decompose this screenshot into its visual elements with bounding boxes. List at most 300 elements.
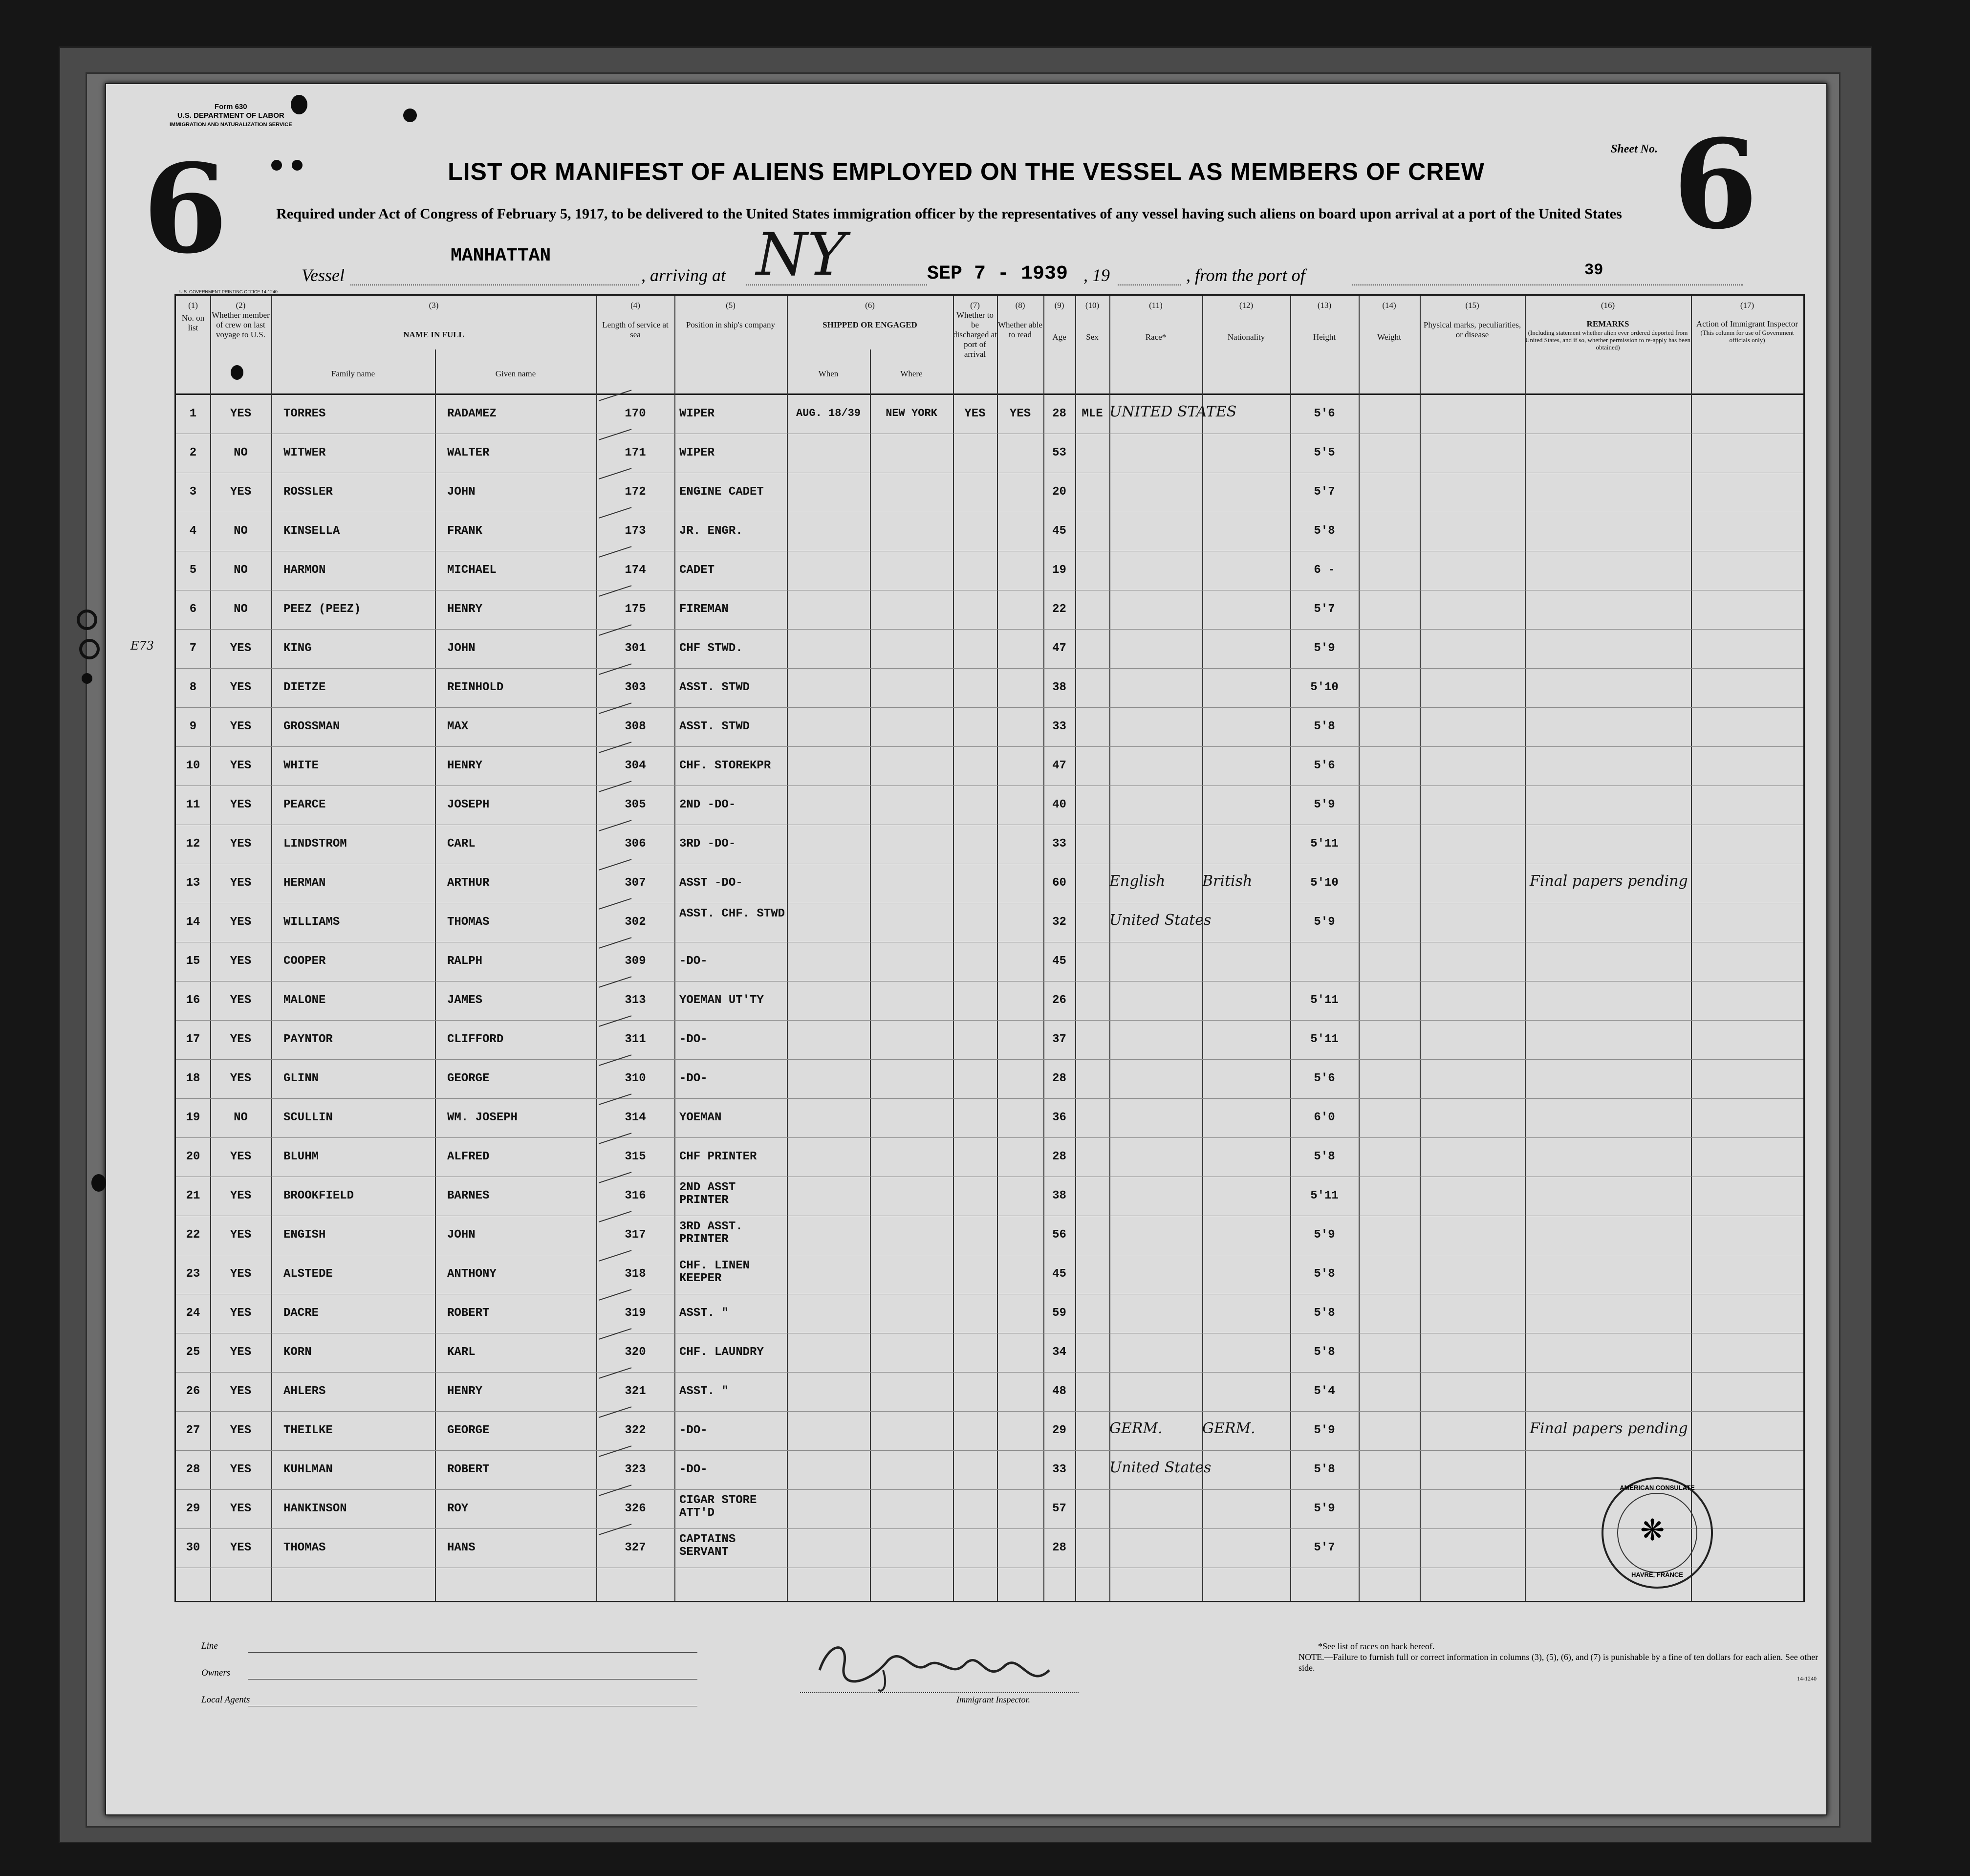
cell-family: WHITE — [283, 759, 319, 772]
cell-position: YOEMAN — [679, 1111, 722, 1124]
table-row — [176, 516, 1803, 553]
cell-given: HANS — [447, 1541, 476, 1554]
cell-given: KARL — [447, 1346, 476, 1359]
cell-family: THOMAS — [283, 1541, 326, 1554]
cell-given: ROBERT — [447, 1463, 490, 1476]
cell-family: HANKINSON — [283, 1502, 347, 1515]
cell-given: ARTHUR — [447, 876, 490, 890]
cell-given: GEORGE — [447, 1072, 490, 1085]
cell-no: 14 — [186, 916, 200, 929]
cell-service: 319 — [625, 1307, 646, 1320]
cell-no: 2 — [189, 446, 197, 459]
col-17-header: (17) Action of Immigrant Inspector (This column for use of Government officials only) — [1696, 301, 1798, 344]
cell-service: 302 — [625, 916, 646, 929]
table-row — [176, 1337, 1803, 1374]
col-8-header: (8) Whether able to read — [997, 301, 1043, 339]
cell-family: PEARCE — [283, 798, 326, 811]
table-row — [176, 672, 1803, 709]
cell-height: 5'10 — [1310, 681, 1339, 694]
cell-height: 5'9 — [1314, 642, 1335, 655]
cell-service: 314 — [625, 1111, 646, 1124]
cell-family: GLINN — [283, 1072, 319, 1085]
cell-age: 29 — [1052, 1424, 1066, 1437]
cell-last: YES — [230, 1502, 252, 1515]
col-3-header: (3) NAME IN FULL — [403, 301, 464, 339]
cell-position: CHF STWD. — [679, 642, 743, 655]
cell-last: YES — [230, 837, 252, 851]
inspector-signature — [810, 1636, 1064, 1695]
cell-age: 26 — [1052, 994, 1066, 1007]
cell-no: 22 — [186, 1228, 200, 1242]
cell-height: 5'8 — [1314, 1307, 1335, 1320]
from-label: , from the port of — [1186, 265, 1305, 285]
cell-last: YES — [230, 1150, 252, 1163]
col-7-header: (7) Whether to be discharged at port of arrival — [953, 301, 997, 359]
cell-height: 5'6 — [1314, 1072, 1335, 1085]
punch-hole — [82, 673, 92, 684]
stamp-outer-text: AMERICAN CONSULATE — [1620, 1484, 1695, 1491]
cell-no: 16 — [186, 994, 200, 1007]
cell-family: HARMON — [283, 564, 326, 577]
cell-position: WIPER — [679, 446, 715, 459]
table-row — [176, 1376, 1803, 1413]
table-row — [176, 907, 1803, 944]
cell-no: 11 — [186, 798, 200, 811]
cell-given: MAX — [447, 720, 469, 733]
cell-age: 28 — [1052, 1072, 1066, 1085]
cell-height: 5'11 — [1310, 837, 1339, 851]
col-12-header: (12) Nationality — [1227, 301, 1265, 342]
when-subheader: When — [818, 369, 839, 378]
cell-last: YES — [230, 1228, 252, 1242]
cell-no: 23 — [186, 1267, 200, 1281]
page-subtitle: Required under Act of Congress of February 5, 1917, to be delivered to the United States immigration officer by the representatives of any vessel having such aliens on board upon arrival at a port of the United States — [276, 206, 1622, 222]
cell-last: YES — [230, 1267, 252, 1281]
cell-last: YES — [230, 1424, 252, 1437]
col-2-header: (2) Whether member of crew on last voyage to U.S. — [212, 301, 270, 339]
cell-height: 5'5 — [1314, 446, 1335, 459]
footer-note: *See list of races on back hereof. NOTE.—Failure to furnish full or correct information in columns (3), (5), (6), and (7) is punishable by a fine of ten dollars for each alien. See other side. 14-1240 — [1299, 1641, 1818, 1682]
cell-last: NO — [234, 446, 248, 459]
cell-last: YES — [230, 1307, 252, 1320]
table-row — [176, 1180, 1803, 1218]
manifest-page — [105, 83, 1827, 1815]
cell-last: YES — [230, 1463, 252, 1476]
cell-family: LINDSTROM — [283, 837, 347, 851]
table-row — [176, 1063, 1803, 1100]
table-row — [176, 555, 1803, 592]
cell-given: JOHN — [447, 485, 476, 499]
cell-family: ALSTEDE — [283, 1267, 333, 1281]
cell-service: 305 — [625, 798, 646, 811]
cell-last: YES — [230, 681, 252, 694]
cell-no: 7 — [189, 642, 197, 655]
consulate-stamp — [1602, 1477, 1713, 1589]
cell-race: United States — [1109, 1459, 1212, 1476]
table-row — [176, 477, 1803, 514]
cell-age: 20 — [1052, 485, 1066, 499]
cell-given: WM. JOSEPH — [447, 1111, 518, 1124]
margin-note: E73 — [130, 639, 154, 653]
left-sheet-number: 6 — [143, 137, 228, 281]
cell-height: 6'0 — [1314, 1111, 1335, 1124]
cell-family: KING — [283, 642, 312, 655]
cell-remarks: Final papers pending — [1530, 1420, 1688, 1437]
cell-age: 38 — [1052, 681, 1066, 694]
cell-family: PEEZ (PEEZ) — [283, 603, 361, 616]
table-row — [176, 946, 1803, 983]
cell-nationality: GERM. — [1202, 1420, 1256, 1437]
cell-no: 4 — [189, 524, 197, 538]
cell-height: 5'10 — [1310, 876, 1339, 890]
col-5-header: (5) Position in ship's company — [686, 301, 776, 329]
crew-table — [174, 294, 1805, 1602]
cell-service: 171 — [625, 446, 646, 459]
cell-no: 5 — [189, 564, 197, 577]
cell-age: 38 — [1052, 1189, 1066, 1202]
cell-no: 26 — [186, 1385, 200, 1398]
cell-given: BARNES — [447, 1189, 490, 1202]
cell-given: THOMAS — [447, 916, 490, 929]
cell-given: FRANK — [447, 524, 483, 538]
cell-given: ROY — [447, 1502, 469, 1515]
cell-position: WIPER — [679, 407, 715, 420]
cell-age: 37 — [1052, 1033, 1066, 1046]
table-row — [176, 1141, 1803, 1178]
cell-given: REINHOLD — [447, 681, 504, 694]
table-row — [176, 594, 1803, 631]
cell-family: COOPER — [283, 955, 326, 968]
cell-last: YES — [230, 407, 252, 420]
cell-last: NO — [234, 603, 248, 616]
cell-position: 2ND -DO- — [679, 798, 736, 811]
cell-position: ASST. " — [679, 1307, 729, 1320]
cell-service: 308 — [625, 720, 646, 733]
cell-position: 3RD ASST. PRINTER — [679, 1220, 743, 1246]
cell-no: 24 — [186, 1307, 200, 1320]
cell-family: KINSELLA — [283, 524, 340, 538]
cell-no: 25 — [186, 1346, 200, 1359]
cell-last: YES — [230, 1072, 252, 1085]
cell-height: 5'9 — [1314, 1424, 1335, 1437]
cell-position: CHF. STOREKPR — [679, 759, 771, 772]
cell-service: 310 — [625, 1072, 646, 1085]
cell-last: YES — [230, 916, 252, 929]
cell-position: -DO- — [679, 1463, 708, 1476]
cell-remarks: Final papers pending — [1530, 873, 1688, 890]
cell-age: 53 — [1052, 446, 1066, 459]
cell-age: 33 — [1052, 837, 1066, 851]
cell-last: YES — [230, 994, 252, 1007]
cell-given: JOHN — [447, 1228, 476, 1242]
cell-no: 8 — [189, 681, 197, 694]
footer — [106, 1614, 1826, 1790]
cell-read: YES — [1009, 407, 1031, 420]
cell-service: 311 — [625, 1033, 646, 1046]
cell-no: 3 — [189, 485, 197, 499]
cell-service: 306 — [625, 837, 646, 851]
cell-family: KUHLMAN — [283, 1463, 333, 1476]
col-4-header: (4) Length of service at sea — [602, 301, 669, 339]
table-header — [176, 296, 1803, 395]
cell-age: 19 — [1052, 564, 1066, 577]
cell-service: 326 — [625, 1502, 646, 1515]
col-10-header: (10) Sex — [1085, 301, 1100, 342]
cell-height: 5'6 — [1314, 759, 1335, 772]
cell-no: 1 — [189, 407, 197, 420]
cell-last: NO — [234, 524, 248, 538]
table-row — [176, 1102, 1803, 1139]
cell-age: 22 — [1052, 603, 1066, 616]
cell-height: 5'8 — [1314, 524, 1335, 538]
cell-age: 45 — [1052, 1267, 1066, 1281]
col-1-header: (1) No. on list — [181, 301, 205, 332]
arrival-date: SEP 7 - 1939 — [927, 263, 1068, 285]
cell-last: YES — [230, 1189, 252, 1202]
punch-hole — [79, 639, 100, 659]
cell-service: 170 — [625, 407, 646, 420]
sheet-no-label: Sheet No. — [1611, 143, 1658, 155]
cell-age: 34 — [1052, 1346, 1066, 1359]
cell-no: 20 — [186, 1150, 200, 1163]
cell-position: -DO- — [679, 1072, 708, 1085]
col-15-header: (15) Physical marks, peculiarities, or disease — [1423, 301, 1521, 339]
cell-service: 175 — [625, 603, 646, 616]
table-row — [176, 868, 1803, 905]
cell-given: WALTER — [447, 446, 490, 459]
cell-position: ASST. STWD — [679, 720, 750, 733]
cell-no: 27 — [186, 1424, 200, 1437]
cell-height: 5'9 — [1314, 1502, 1335, 1515]
table-row — [176, 1532, 1803, 1570]
cell-last: YES — [230, 1346, 252, 1359]
cell-position: -DO- — [679, 955, 708, 968]
cell-height: 5'7 — [1314, 603, 1335, 616]
cell-last: YES — [230, 1385, 252, 1398]
form-number: Form 630 — [214, 103, 247, 111]
col-16-header: (16) REMARKS (Including statement whether alien ever ordered deported from United States, and if so, whether permission to re-apply has been obtained) — [1525, 301, 1690, 351]
table-row — [176, 1259, 1803, 1296]
cell-position: 2ND ASST PRINTER — [679, 1181, 736, 1207]
cell-when: AUG. 18/39 — [796, 407, 861, 419]
cell-age: 33 — [1052, 1463, 1066, 1476]
cell-family: ROSSLER — [283, 485, 333, 499]
cell-service: 309 — [625, 955, 646, 968]
cell-race: GERM. — [1109, 1420, 1163, 1437]
cell-discharged: YES — [964, 407, 986, 420]
table-row — [176, 985, 1803, 1022]
cell-height: 5'7 — [1314, 485, 1335, 499]
cell-given: RALPH — [447, 955, 483, 968]
cell-family: DIETZE — [283, 681, 326, 694]
cell-given: JOHN — [447, 642, 476, 655]
table-row — [176, 789, 1803, 827]
cell-last: YES — [230, 1033, 252, 1046]
stamp-inner-text: HAVRE, FRANCE — [1631, 1571, 1683, 1578]
vessel-line — [106, 221, 1826, 294]
cell-last: YES — [230, 876, 252, 890]
cell-last: NO — [234, 1111, 248, 1124]
form-id-block — [170, 103, 292, 129]
where-subheader: Where — [900, 369, 923, 378]
cell-age: 60 — [1052, 876, 1066, 890]
cell-height: 5'8 — [1314, 1346, 1335, 1359]
cell-given: HENRY — [447, 603, 483, 616]
cell-position: ASST. CHF. STWD — [679, 907, 785, 920]
given-name-subheader: Given name — [495, 369, 536, 378]
cell-sex: MLE — [1082, 407, 1103, 420]
cell-family: AHLERS — [283, 1385, 326, 1398]
cell-race: UNITED STATES — [1109, 403, 1237, 420]
cell-given: CARL — [447, 837, 476, 851]
year-label: , 19 — [1083, 265, 1110, 285]
cell-no: 9 — [189, 720, 197, 733]
col-13-header: (13) Height — [1313, 301, 1336, 342]
cell-service: 172 — [625, 485, 646, 499]
cell-no: 29 — [186, 1502, 200, 1515]
punch-hole — [403, 109, 417, 122]
table-row — [176, 1298, 1803, 1335]
sheet-number: 6 — [1673, 112, 1758, 256]
cell-age: 45 — [1052, 524, 1066, 538]
owners-label: Owners — [201, 1668, 231, 1678]
cell-height: 5'4 — [1314, 1385, 1335, 1398]
cell-last: YES — [230, 798, 252, 811]
cell-height: 5'11 — [1310, 1189, 1339, 1202]
cell-height: 5'9 — [1314, 916, 1335, 929]
cell-service: 320 — [625, 1346, 646, 1359]
cell-family: THEILKE — [283, 1424, 333, 1437]
line-label: Line — [201, 1641, 218, 1651]
cell-age: 28 — [1052, 1150, 1066, 1163]
cell-service: 316 — [625, 1189, 646, 1202]
cell-last: YES — [230, 720, 252, 733]
col-11-header: (11) Race* — [1145, 301, 1167, 342]
year-value: 39 — [1584, 261, 1603, 279]
cell-where: NEW YORK — [886, 407, 937, 419]
cell-given: JOSEPH — [447, 798, 490, 811]
local-agents-label: Local Agents — [201, 1695, 250, 1705]
cell-race: United States — [1109, 912, 1212, 929]
cell-family: BROOKFIELD — [283, 1189, 354, 1202]
cell-height: 5'6 — [1314, 407, 1335, 420]
cell-race: English — [1109, 873, 1166, 890]
cell-family: SCULLIN — [283, 1111, 333, 1124]
cell-height: 6 - — [1314, 564, 1335, 577]
cell-age: 40 — [1052, 798, 1066, 811]
table-row — [176, 633, 1803, 670]
cell-family: DACRE — [283, 1307, 319, 1320]
cell-age: 57 — [1052, 1502, 1066, 1515]
cell-no: 17 — [186, 1033, 200, 1046]
cell-given: HENRY — [447, 1385, 483, 1398]
cell-height: 5'9 — [1314, 1228, 1335, 1242]
cell-service: 327 — [625, 1541, 646, 1554]
cell-position: 3RD -DO- — [679, 837, 736, 851]
cell-no: 28 — [186, 1463, 200, 1476]
table-row — [176, 1493, 1803, 1530]
cell-no: 6 — [189, 603, 197, 616]
cell-position: FIREMAN — [679, 603, 729, 616]
cell-family: KORN — [283, 1346, 312, 1359]
cell-service: 304 — [625, 759, 646, 772]
cell-service: 321 — [625, 1385, 646, 1398]
table-row — [176, 1024, 1803, 1061]
punch-hole — [291, 95, 307, 114]
cell-height: 5'11 — [1310, 1033, 1339, 1046]
inspector-label: Immigrant Inspector. — [956, 1695, 1030, 1704]
table-row — [176, 1454, 1803, 1491]
cell-height: 5'8 — [1314, 720, 1335, 733]
cell-given: MICHAEL — [447, 564, 497, 577]
cell-no: 19 — [186, 1111, 200, 1124]
cell-no: 18 — [186, 1072, 200, 1085]
stamp-eagle-icon: ❋ — [1640, 1514, 1665, 1547]
punch-hole — [77, 610, 97, 630]
col-6-header: (6) SHIPPED OR ENGAGED — [823, 301, 917, 329]
cell-position: ASST. " — [679, 1385, 729, 1398]
cell-age: 47 — [1052, 759, 1066, 772]
cell-no: 10 — [186, 759, 200, 772]
cell-height: 5'11 — [1310, 994, 1339, 1007]
cell-family: TORRES — [283, 407, 326, 420]
table-row — [176, 1220, 1803, 1257]
arriving-value: NY — [756, 221, 846, 289]
cell-position: -DO- — [679, 1033, 708, 1046]
cell-position: CAPTAINS SERVANT — [679, 1533, 736, 1559]
cell-no: 15 — [186, 955, 200, 968]
service: IMMIGRATION AND NATURALIZATION SERVICE — [170, 122, 292, 128]
cell-age: 33 — [1052, 720, 1066, 733]
col-9-header: (9) Age — [1052, 301, 1066, 342]
cell-age: 45 — [1052, 955, 1066, 968]
cell-age: 32 — [1052, 916, 1066, 929]
cell-service: 323 — [625, 1463, 646, 1476]
cell-position: CHF PRINTER — [679, 1150, 757, 1163]
cell-family: GROSSMAN — [283, 720, 340, 733]
cell-given: ALFRED — [447, 1150, 490, 1163]
arriving-label: , arriving at — [641, 265, 726, 285]
cell-height: 5'8 — [1314, 1267, 1335, 1281]
cell-last: YES — [230, 1541, 252, 1554]
cell-family: WILLIAMS — [283, 916, 340, 929]
cell-service: 174 — [625, 564, 646, 577]
cell-age: 47 — [1052, 642, 1066, 655]
cell-given: JAMES — [447, 994, 483, 1007]
cell-family: HERMAN — [283, 876, 326, 890]
cell-service: 303 — [625, 681, 646, 694]
cell-position: CHF. LAUNDRY — [679, 1346, 764, 1359]
print-office: U.S. GOVERNMENT PRINTING OFFICE 14-1240 — [179, 289, 278, 294]
cell-service: 173 — [625, 524, 646, 538]
cell-service: 301 — [625, 642, 646, 655]
page-title: LIST OR MANIFEST OF ALIENS EMPLOYED ON THE VESSEL AS MEMBERS OF CREW — [448, 158, 1485, 185]
cell-position: ASST -DO- — [679, 876, 743, 890]
cell-given: ANTHONY — [447, 1267, 497, 1281]
cell-height: 5'8 — [1314, 1150, 1335, 1163]
table-row — [176, 1415, 1803, 1452]
cell-service: 322 — [625, 1424, 646, 1437]
cell-height: 5'7 — [1314, 1541, 1335, 1554]
cell-position: ENGINE CADET — [679, 485, 764, 499]
cell-height: 5'8 — [1314, 1463, 1335, 1476]
cell-height: 5'9 — [1314, 798, 1335, 811]
col-14-header: (14) Weight — [1377, 301, 1401, 342]
cell-family: WITWER — [283, 446, 326, 459]
cell-service: 317 — [625, 1228, 646, 1242]
cell-last: YES — [230, 642, 252, 655]
cell-given: GEORGE — [447, 1424, 490, 1437]
